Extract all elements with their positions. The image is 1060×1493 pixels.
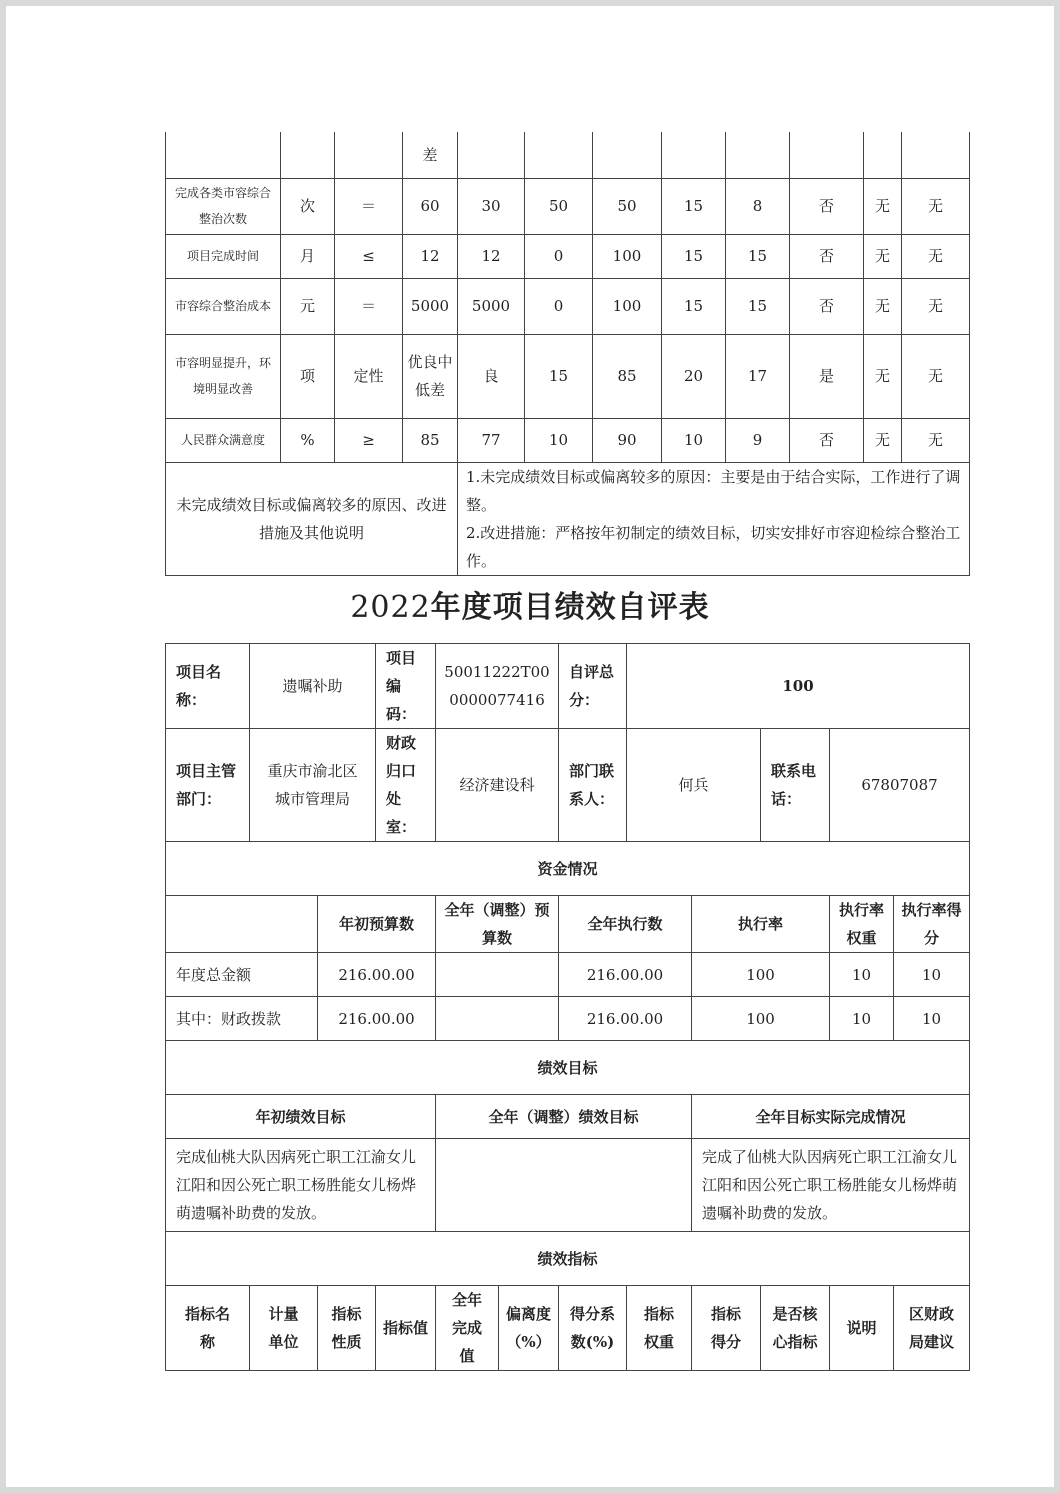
- weight: 15: [662, 234, 726, 278]
- core-flag: 否: [790, 234, 864, 278]
- nature: ＝: [335, 178, 403, 234]
- indicator-name: 项目完成时间: [166, 234, 281, 278]
- title-year: 2022: [350, 590, 431, 625]
- advice: 无: [902, 178, 970, 234]
- empty-cell: [166, 896, 318, 953]
- funds-budget: 216.00.00: [318, 997, 436, 1041]
- funds-col-executed: 全年执行数: [559, 896, 692, 953]
- empty-cell: [902, 132, 970, 178]
- indicator-col: 区财政局建议: [894, 1286, 970, 1371]
- score: 17: [726, 334, 790, 418]
- table-row: [166, 953, 970, 997]
- unit: 月: [281, 234, 335, 278]
- goal-section-header: 绩效目标: [166, 1041, 970, 1095]
- nature: ＝: [335, 278, 403, 334]
- dept-label: 项目主管部门：: [166, 729, 250, 842]
- target: 85: [403, 418, 458, 462]
- table-row: [166, 234, 970, 278]
- score: 15: [726, 234, 790, 278]
- target: 12: [403, 234, 458, 278]
- coefficient: 100: [593, 278, 662, 334]
- score: 8: [726, 178, 790, 234]
- core-flag: 否: [790, 418, 864, 462]
- indicator-section-header: 绩效指标: [166, 1232, 970, 1286]
- funds-budget: 216.00.00: [318, 953, 436, 997]
- unit: 次: [281, 178, 335, 234]
- goal-col-actual: 全年目标实际完成情况: [692, 1095, 970, 1139]
- note: 无: [864, 418, 902, 462]
- note: 无: [864, 278, 902, 334]
- funds-row-label: 其中：财政拨款: [166, 997, 318, 1041]
- finance-label: 财政归口处室：: [376, 729, 436, 842]
- funds-executed: 216.00.00: [559, 953, 692, 997]
- actual: 良: [458, 334, 525, 418]
- title-text: 年度项目绩效自评表: [430, 590, 710, 625]
- score: 15: [726, 278, 790, 334]
- funds-col-adjusted: 全年（调整）预算数: [436, 896, 559, 953]
- indicator-col: 是否核心指标: [761, 1286, 830, 1371]
- weight: 15: [662, 178, 726, 234]
- indicator-col: 指标权重: [627, 1286, 692, 1371]
- funds-rate: 100: [692, 997, 830, 1041]
- empty-cell: [662, 132, 726, 178]
- goal-col-initial: 年初绩效目标: [166, 1095, 436, 1139]
- contact-person: 何兵: [627, 729, 761, 842]
- empty-cell: [726, 132, 790, 178]
- remark-measure: 2.改进措施：严格按年初制定的绩效目标，切实安排好市容迎检综合整治工作。: [466, 523, 961, 570]
- funds-rate: 100: [692, 953, 830, 997]
- target: 60: [403, 178, 458, 234]
- table-row: [166, 997, 970, 1041]
- funds-col-score: 执行率得分: [894, 896, 970, 953]
- empty-cell: [525, 132, 593, 178]
- remark-reason: 1.未完成绩效目标或偏离较多的原因：主要是由于结合实际，工作进行了调整。: [466, 467, 961, 514]
- deviation: 15: [525, 334, 593, 418]
- deviation: 50: [525, 178, 593, 234]
- weight: 10: [662, 418, 726, 462]
- deviation: 10: [525, 418, 593, 462]
- empty-cell: [166, 132, 281, 178]
- unit: 项: [281, 334, 335, 418]
- goal-col-adjusted: 全年（调整）绩效目标: [436, 1095, 692, 1139]
- weight: 20: [662, 334, 726, 418]
- empty-cell: [281, 132, 335, 178]
- core-flag: 否: [790, 278, 864, 334]
- note: 无: [864, 178, 902, 234]
- funds-col-weight: 执行率权重: [830, 896, 894, 953]
- funds-section-header: 资金情况: [166, 842, 970, 896]
- indicator-col: 指标值: [376, 1286, 436, 1371]
- indicator-name: 人民群众满意度: [166, 418, 281, 462]
- indicator-name: 市容综合整治成本: [166, 278, 281, 334]
- advice: 无: [902, 334, 970, 418]
- note: 无: [864, 234, 902, 278]
- table-row: [166, 178, 970, 234]
- coefficient: 90: [593, 418, 662, 462]
- empty-cell: [593, 132, 662, 178]
- self-score: 100: [627, 644, 970, 729]
- deviation: 0: [525, 278, 593, 334]
- funds-weight: 10: [830, 997, 894, 1041]
- table-row: [166, 418, 970, 462]
- project-self-evaluation-table: [165, 643, 970, 1371]
- empty-cell: [864, 132, 902, 178]
- funds-adjusted: [436, 997, 559, 1041]
- core-flag: 是: [790, 334, 864, 418]
- note: 无: [864, 334, 902, 418]
- goal-initial: 完成仙桃大队因病死亡职工江渝女儿江阳和因公死亡职工杨胜能女儿杨烨萌遗嘱补助费的发放。: [166, 1139, 436, 1232]
- advice: 无: [902, 234, 970, 278]
- indicator-col: 计量单位: [250, 1286, 318, 1371]
- core-flag: 否: [790, 178, 864, 234]
- deviation: 0: [525, 234, 593, 278]
- dept: 重庆市渝北区城市管理局: [250, 729, 376, 842]
- goal-actual: 完成了仙桃大队因病死亡职工江渝女儿江阳和因公死亡职工杨胜能女儿杨烨萌遗嘱补助费的发放。: [692, 1139, 970, 1232]
- target: 5000: [403, 278, 458, 334]
- funds-weight: 10: [830, 953, 894, 997]
- indicator-col: 偏离度（%）: [499, 1286, 559, 1371]
- indicator-col: 说明: [830, 1286, 894, 1371]
- actual: 12: [458, 234, 525, 278]
- table-row: [166, 334, 970, 418]
- score: 9: [726, 418, 790, 462]
- funds-score: 10: [894, 953, 970, 997]
- funds-col-rate: 执行率: [692, 896, 830, 953]
- funds-row-label: 年度总金额: [166, 953, 318, 997]
- advice: 无: [902, 278, 970, 334]
- empty-cell: [458, 132, 525, 178]
- actual: 77: [458, 418, 525, 462]
- coefficient: 50: [593, 178, 662, 234]
- target: 优良中低差: [403, 334, 458, 418]
- indicator-name: 完成各类市容综合整治次数: [166, 178, 281, 234]
- funds-col-budget: 年初预算数: [318, 896, 436, 953]
- nature: ≥: [335, 418, 403, 462]
- nature: 定性: [335, 334, 403, 418]
- project-code-label: 项目编码：: [376, 644, 436, 729]
- unit: 元: [281, 278, 335, 334]
- funds-score: 10: [894, 997, 970, 1041]
- phone: 67807087: [830, 729, 970, 842]
- nature: ≤: [335, 234, 403, 278]
- indicator-col: 得分系数(%): [559, 1286, 627, 1371]
- advice: 无: [902, 418, 970, 462]
- indicator-col: 全年完成值: [436, 1286, 499, 1371]
- remark-label: 未完成绩效目标或偏离较多的原因、改进措施及其他说明: [166, 462, 458, 575]
- goal-adjusted: [436, 1139, 692, 1232]
- remark-text: [458, 462, 970, 575]
- actual: 5000: [458, 278, 525, 334]
- project-code: 50011222T000000077416: [436, 644, 559, 729]
- performance-indicator-table-continued: [165, 132, 970, 576]
- project-name: 遗嘱补助: [250, 644, 376, 729]
- phone-label: 联系电话：: [761, 729, 830, 842]
- contact-label: 部门联系人：: [559, 729, 627, 842]
- indicator-col: 指标名称: [166, 1286, 250, 1371]
- page-title: [0, 582, 1060, 626]
- empty-cell: [335, 132, 403, 178]
- empty-cell: [790, 132, 864, 178]
- project-name-label: 项目名称：: [166, 644, 250, 729]
- target-value-cell: 差: [403, 132, 458, 178]
- finance-office: 经济建设科: [436, 729, 559, 842]
- weight: 15: [662, 278, 726, 334]
- unit: %: [281, 418, 335, 462]
- actual: 30: [458, 178, 525, 234]
- coefficient: 100: [593, 234, 662, 278]
- indicator-col: 指标性质: [318, 1286, 376, 1371]
- indicator-name: 市容明显提升，环境明显改善: [166, 334, 281, 418]
- funds-executed: 216.00.00: [559, 997, 692, 1041]
- table-row: [166, 278, 970, 334]
- coefficient: 85: [593, 334, 662, 418]
- indicator-col: 指标得分: [692, 1286, 761, 1371]
- self-score-label: 自评总分：: [559, 644, 627, 729]
- funds-adjusted: [436, 953, 559, 997]
